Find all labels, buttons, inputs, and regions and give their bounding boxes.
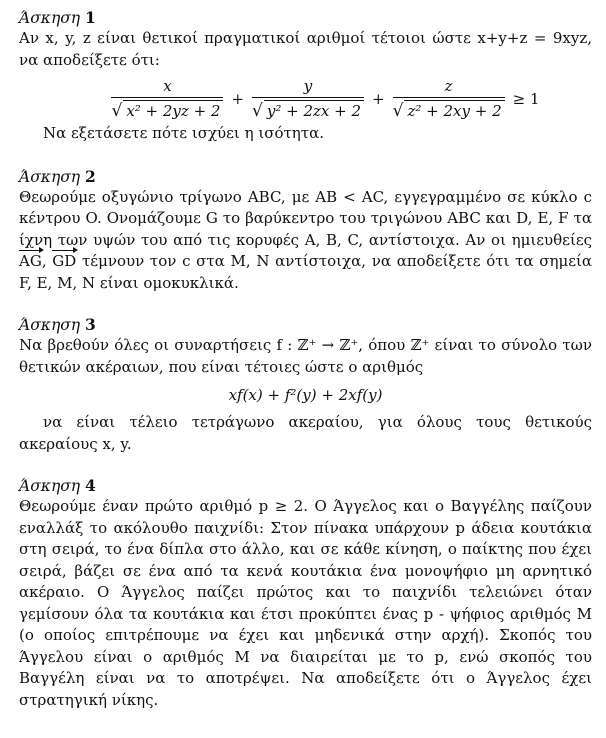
fraction-1-radicand: x² + 2yz + 2 <box>123 100 223 121</box>
problem-2-text-part1: Θεωρούμε οξυγώνιο τρίγωνο ABC, με AB < AC, εγγεγραμμένο σε κύκλο c κέντρου O. Ονομάζουμε G το βαρύκεντρο του τριγώνου ABC και D, E, F τα ίχνη των υψών του από τις κορυφές A, B, C, αντίστοιχα. Αν οι ημιευθείες <box>19 187 592 249</box>
problem-2 <box>19 167 592 295</box>
inequality-tail: ≥ 1 <box>512 90 540 108</box>
fraction-1-numerator: x <box>163 77 172 95</box>
problem-1-number: 1 <box>85 8 96 27</box>
fraction-1-denominator: √ x² + 2yz + 2 <box>111 97 223 121</box>
problem-1-followup: Να εξετάσετε πότε ισχύει η ισότητα. <box>43 124 324 142</box>
problem-2-label: Άσκηση <box>19 167 81 186</box>
fraction-term-2 <box>252 77 364 121</box>
problem-4-label: Άσκηση <box>19 477 81 495</box>
vector-ag: AG <box>19 251 42 273</box>
problem-3 <box>19 315 592 455</box>
plus-sign-2: + <box>372 90 385 108</box>
problem-1-label: Άσκηση <box>19 9 81 27</box>
plus-sign-1: + <box>231 90 245 108</box>
fraction-2-denominator: √ y² + 2zx + 2 <box>252 97 364 121</box>
problem-4-heading <box>19 476 592 496</box>
fraction-3-radicand: z² + 2xy + 2 <box>404 100 504 121</box>
problem-3-number: 3 <box>85 315 96 334</box>
spacer <box>19 455 592 476</box>
problem-3-followup: να είναι τέλειο τετράγωνο ακεραίου, για όλους τους θετικούς ακεραίους x, y. <box>19 413 592 453</box>
problem-1 <box>19 8 592 145</box>
problem-1-inequality <box>63 77 592 121</box>
problem-3-statement: Να βρεθούν όλες οι συναρτήσεις f : ℤ⁺ → ℤ⁺, όπου ℤ⁺ είναι το σύνολο των θετικών ακέραιων, που είναι τέτοιες ώστε ο αριθμός <box>19 336 592 376</box>
problem-2-heading <box>19 167 592 187</box>
problem-3-heading <box>19 315 592 335</box>
problem-1-statement: Αν x, y, z είναι θετικοί πραγματικοί αριθμοί τέτοιοι ώστε x+y+z = 9xyz, να αποδείξετε ότι: <box>19 29 592 69</box>
vector-separator: , <box>41 252 53 270</box>
vector-gd: GD <box>52 251 76 273</box>
fraction-term-1 <box>111 77 223 121</box>
fraction-3-denominator: √ z² + 2xy + 2 <box>393 97 505 121</box>
spacer <box>19 294 592 315</box>
fraction-2-numerator: y <box>303 77 313 95</box>
problem-3-label: Άσκηση <box>19 316 81 334</box>
fraction-2-radicand: y² + 2zx + 2 <box>264 100 364 121</box>
problem-4-statement: Θεωρούμε έναν πρώτο αριθμό p ≥ 2. Ο Άγγελος και ο Βαγγέλης παίζουν εναλλάξ το ακόλουθο παιχνίδι: Στον πίνακα υπάρχουν p άδεια κουτάκια στη σειρά, το ένα δίπλα στο άλλο, και σε κάθε κίνηση, ο παίκτης που έχει σειρά, βάζει σε ένα από τα κενά κουτάκια ένα μονοψήφιο μη αρνητικό ακέραιο. Ο Άγγελος παίζει πρώτος και το παιχνίδι τελειώνει όταν γεμίσουν όλα τα κουτάκια και έτσι προκύπτει ένας p - ψήφιος αριθμός M (ο οποίος επιτρέπουμε να έχει και μηδενικά στην αρχή). Σκοπός του Άγγελου είναι ο αριθμός M να διαιρείται με το p, ενώ σκοπός του Βαγγέλη είναι να το αποτρέψει. Να αποδείξετε ότι ο Άγγελος έχει στρατηγική νίκης. <box>19 497 592 709</box>
problem-4-number: 4 <box>85 476 96 495</box>
problem-2-statement <box>19 187 592 295</box>
problem-3-display-expression: xf(x) + f²(y) + 2xf(y) <box>228 386 383 404</box>
problem-1-heading <box>19 8 592 28</box>
problem-4 <box>19 476 592 711</box>
problem-2-number: 2 <box>85 166 96 186</box>
fraction-term-3 <box>393 77 505 121</box>
problem-2-text-part2: τέμνουν τον c στα M, N αντίστοιχα, να αποδείξετε ότι τα σημεία F, E, M, N είναι ομοκυκλικά. <box>19 252 592 292</box>
fraction-3-numerator: z <box>444 77 453 95</box>
spacer <box>19 145 592 167</box>
